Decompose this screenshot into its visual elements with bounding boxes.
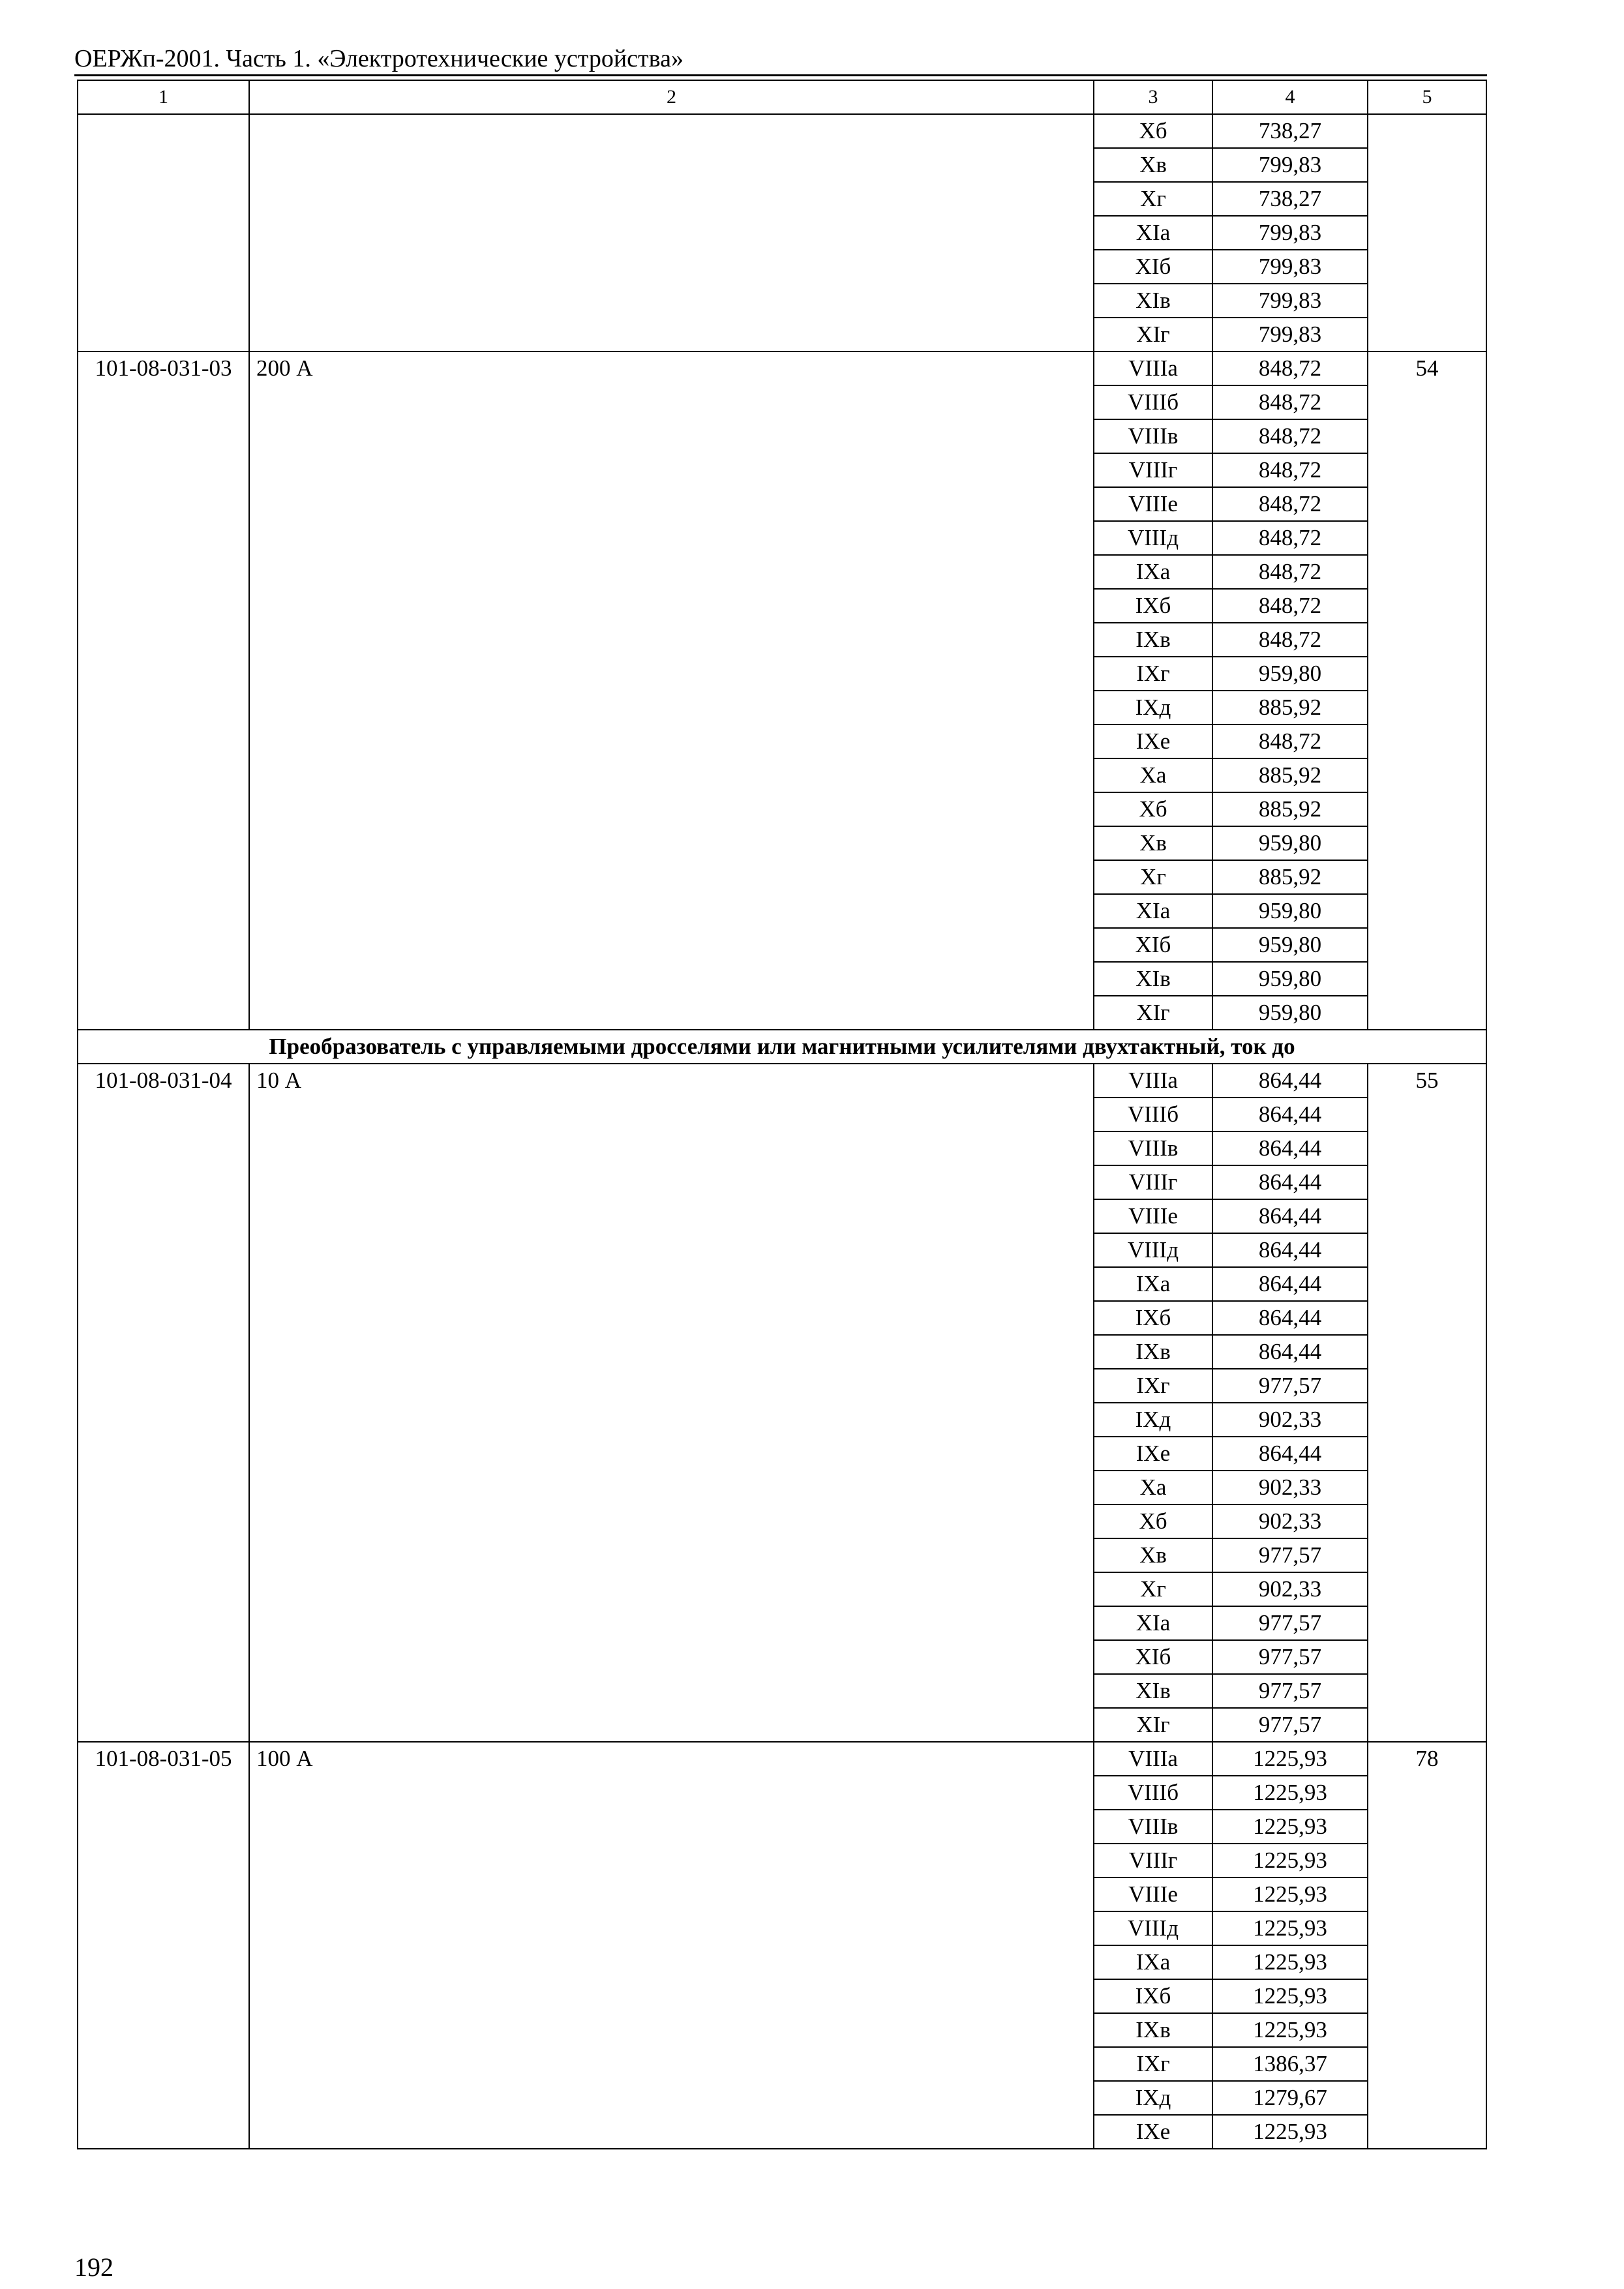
zone-code: Xб <box>1094 114 1212 148</box>
zone-code: IXб <box>1094 1301 1212 1335</box>
zone-code: XIa <box>1094 894 1212 928</box>
price-value: 977,57 <box>1212 1369 1368 1403</box>
zone-code: Xв <box>1094 826 1212 860</box>
price-value: 799,83 <box>1212 318 1368 352</box>
column-number: 1 <box>78 80 249 114</box>
price-value: 848,72 <box>1212 725 1368 758</box>
zone-code: IXг <box>1094 1369 1212 1403</box>
price-value: 738,27 <box>1212 182 1368 216</box>
price-value: 977,57 <box>1212 1640 1368 1674</box>
zone-code: IXб <box>1094 1979 1212 2013</box>
title-rule <box>74 74 1487 76</box>
item-name: 200 А <box>249 352 1094 1030</box>
price-value: 848,72 <box>1212 589 1368 623</box>
price-value: 1225,93 <box>1212 1742 1368 1776</box>
zone-code: XIг <box>1094 318 1212 352</box>
price-value: 902,33 <box>1212 1504 1368 1538</box>
price-value: 1279,67 <box>1212 2081 1368 2115</box>
zone-code: VIIIд <box>1094 1911 1212 1945</box>
price-value: 864,44 <box>1212 1437 1368 1471</box>
price-value: 902,33 <box>1212 1572 1368 1606</box>
zone-code: VIIIa <box>1094 1742 1212 1776</box>
zone-code: IXд <box>1094 2081 1212 2115</box>
price-value: 864,44 <box>1212 1131 1368 1165</box>
price-value: 885,92 <box>1212 792 1368 826</box>
price-value: 864,44 <box>1212 1098 1368 1131</box>
item-code: 101-08-031-05 <box>78 1742 249 2149</box>
price-value: 1225,93 <box>1212 2013 1368 2047</box>
zone-code: VIIIa <box>1094 352 1212 385</box>
price-value: 1225,93 <box>1212 1979 1368 2013</box>
zone-code: Xa <box>1094 758 1212 792</box>
item-name: 10 А <box>249 1064 1094 1742</box>
zone-code: IXе <box>1094 1437 1212 1471</box>
item-code: 101-08-031-03 <box>78 352 249 1030</box>
zone-code: Xa <box>1094 1471 1212 1504</box>
price-table <box>77 80 1487 2149</box>
zone-code: IXв <box>1094 623 1212 657</box>
price-value: 959,80 <box>1212 928 1368 962</box>
zone-code: Xг <box>1094 1572 1212 1606</box>
item-code <box>78 114 249 352</box>
zone-code: IXе <box>1094 725 1212 758</box>
price-value: 1225,93 <box>1212 1878 1368 1911</box>
price-value: 864,44 <box>1212 1301 1368 1335</box>
price-value: 959,80 <box>1212 657 1368 691</box>
price-value: 799,83 <box>1212 216 1368 250</box>
zone-code: VIIIв <box>1094 1810 1212 1844</box>
price-value: 848,72 <box>1212 419 1368 453</box>
zone-code: VIIIг <box>1094 1165 1212 1199</box>
zone-code: IXa <box>1094 1267 1212 1301</box>
reference-number <box>1368 114 1486 352</box>
price-value: 864,44 <box>1212 1199 1368 1233</box>
price-value: 1225,93 <box>1212 1945 1368 1979</box>
table-row <box>78 114 1486 148</box>
price-value: 1225,93 <box>1212 1776 1368 1810</box>
zone-code: IXд <box>1094 691 1212 725</box>
price-value: 1225,93 <box>1212 1844 1368 1878</box>
price-value: 885,92 <box>1212 860 1368 894</box>
zone-code: VIIIе <box>1094 487 1212 521</box>
column-number: 3 <box>1094 80 1212 114</box>
zone-code: IXд <box>1094 1403 1212 1437</box>
price-value: 738,27 <box>1212 114 1368 148</box>
zone-code: IXв <box>1094 2013 1212 2047</box>
zone-code: VIIIд <box>1094 521 1212 555</box>
price-value: 959,80 <box>1212 962 1368 996</box>
column-number: 4 <box>1212 80 1368 114</box>
table-row <box>78 1064 1486 1098</box>
zone-code: XIa <box>1094 216 1212 250</box>
price-value: 1225,93 <box>1212 2115 1368 2149</box>
zone-code: VIIIе <box>1094 1199 1212 1233</box>
price-value: 977,57 <box>1212 1606 1368 1640</box>
price-value: 864,44 <box>1212 1064 1368 1098</box>
reference-number: 55 <box>1368 1064 1486 1742</box>
section-heading: Преобразователь с управляемыми дросселями или магнитными усилителями двухтактный, ток до <box>78 1030 1486 1064</box>
zone-code: VIIIб <box>1094 1098 1212 1131</box>
zone-code: VIIIд <box>1094 1233 1212 1267</box>
price-value: 799,83 <box>1212 250 1368 284</box>
zone-code: XIг <box>1094 996 1212 1030</box>
zone-code: Xг <box>1094 182 1212 216</box>
zone-code: IXa <box>1094 1945 1212 1979</box>
zone-code: XIв <box>1094 962 1212 996</box>
price-value: 885,92 <box>1212 691 1368 725</box>
price-table-body <box>78 80 1486 2149</box>
zone-code: Xв <box>1094 1538 1212 1572</box>
zone-code: XIб <box>1094 250 1212 284</box>
price-value: 848,72 <box>1212 453 1368 487</box>
zone-code: Xб <box>1094 1504 1212 1538</box>
price-value: 848,72 <box>1212 555 1368 589</box>
price-value: 977,57 <box>1212 1674 1368 1708</box>
zone-code: XIг <box>1094 1708 1212 1742</box>
item-name: 100 А <box>249 1742 1094 2149</box>
zone-code: IXе <box>1094 2115 1212 2149</box>
price-value: 902,33 <box>1212 1403 1368 1437</box>
price-value: 1225,93 <box>1212 1911 1368 1945</box>
price-value: 885,92 <box>1212 758 1368 792</box>
zone-code: VIIIб <box>1094 1776 1212 1810</box>
price-value: 977,57 <box>1212 1538 1368 1572</box>
zone-code: VIIIв <box>1094 1131 1212 1165</box>
zone-code: Xг <box>1094 860 1212 894</box>
item-name <box>249 114 1094 352</box>
price-value: 799,83 <box>1212 284 1368 318</box>
zone-code: VIIIв <box>1094 419 1212 453</box>
zone-code: XIв <box>1094 284 1212 318</box>
price-value: 977,57 <box>1212 1708 1368 1742</box>
column-number-row <box>78 80 1486 114</box>
zone-code: Xб <box>1094 792 1212 826</box>
reference-number: 54 <box>1368 352 1486 1030</box>
zone-code: IXв <box>1094 1335 1212 1369</box>
price-value: 799,83 <box>1212 148 1368 182</box>
page-title: ОЕРЖп-2001. Часть 1. «Электротехнические устройства» <box>74 45 684 72</box>
price-value: 864,44 <box>1212 1233 1368 1267</box>
column-number: 5 <box>1368 80 1486 114</box>
section-heading-row <box>78 1030 1486 1064</box>
zone-code: VIIIa <box>1094 1064 1212 1098</box>
price-value: 848,72 <box>1212 385 1368 419</box>
reference-number: 78 <box>1368 1742 1486 2149</box>
zone-code: XIб <box>1094 1640 1212 1674</box>
zone-code: IXб <box>1094 589 1212 623</box>
price-value: 864,44 <box>1212 1267 1368 1301</box>
price-value: 848,72 <box>1212 487 1368 521</box>
zone-code: VIIIб <box>1094 385 1212 419</box>
price-value: 959,80 <box>1212 996 1368 1030</box>
zone-code: VIIIг <box>1094 453 1212 487</box>
column-number: 2 <box>249 80 1094 114</box>
price-value: 848,72 <box>1212 623 1368 657</box>
page-number: 192 <box>74 2252 113 2282</box>
zone-code: XIa <box>1094 1606 1212 1640</box>
zone-code: IXг <box>1094 657 1212 691</box>
zone-code: XIб <box>1094 928 1212 962</box>
price-value: 864,44 <box>1212 1335 1368 1369</box>
zone-code: VIIIе <box>1094 1878 1212 1911</box>
price-value: 959,80 <box>1212 894 1368 928</box>
price-value: 959,80 <box>1212 826 1368 860</box>
table-row <box>78 352 1486 385</box>
zone-code: Xв <box>1094 148 1212 182</box>
item-code: 101-08-031-04 <box>78 1064 249 1742</box>
price-value: 902,33 <box>1212 1471 1368 1504</box>
price-value: 1386,37 <box>1212 2047 1368 2081</box>
price-value: 864,44 <box>1212 1165 1368 1199</box>
zone-code: XIв <box>1094 1674 1212 1708</box>
price-value: 848,72 <box>1212 521 1368 555</box>
zone-code: IXг <box>1094 2047 1212 2081</box>
table-row <box>78 1742 1486 1776</box>
zone-code: VIIIг <box>1094 1844 1212 1878</box>
price-value: 848,72 <box>1212 352 1368 385</box>
price-value: 1225,93 <box>1212 1810 1368 1844</box>
zone-code: IXa <box>1094 555 1212 589</box>
